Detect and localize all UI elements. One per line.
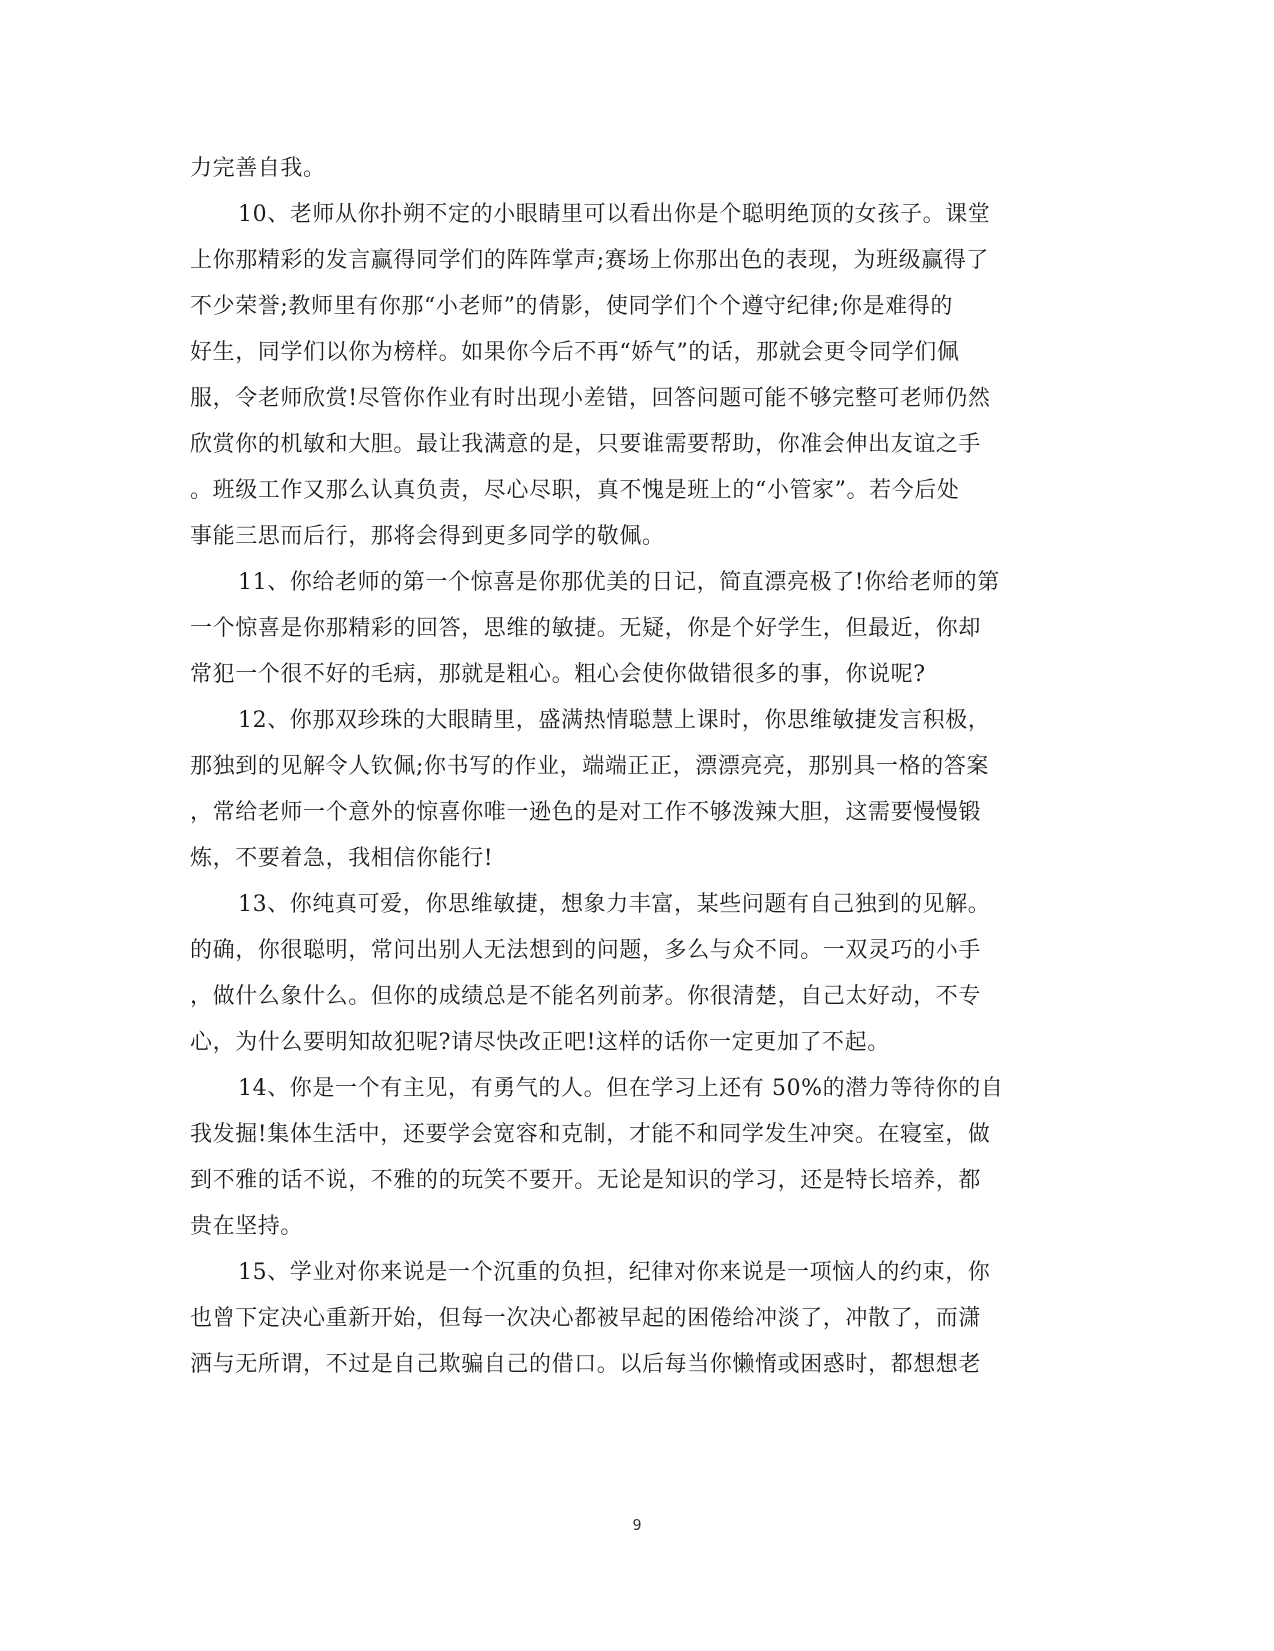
text-line: 到不雅的话不说，不雅的的玩笑不要开。无论是知识的学习，还是特长培养，都 xyxy=(190,1168,982,1193)
text-line: 也曾下定决心重新开始，但每一次决心都被早起的困倦给冲淡了，冲散了，而潇 xyxy=(190,1306,982,1331)
text-line: 好生，同学们以你为榜样。如果你今后不再“娇气”的话，那就会更令同学们佩 xyxy=(190,340,960,365)
text-line: 一个惊喜是你那精彩的回答，思维的敏捷。无疑，你是个好学生，但最近，你却 xyxy=(190,616,982,641)
text-line: 我发掘!集体生活中，还要学会宽容和克制，才能不和同学发生冲突。在寝室，做 xyxy=(190,1122,991,1147)
text-line: 炼，不要着急，我相信你能行! xyxy=(190,846,494,871)
text-line: 12、你那双珍珠的大眼睛里，盛满热情聪慧上课时，你思维敏捷发言积极， xyxy=(238,708,991,733)
page-number: 9 xyxy=(632,1516,642,1534)
text-line: 10、老师从你扑朔不定的小眼睛里可以看出你是个聪明绝顶的女孩子。课堂 xyxy=(238,202,991,227)
text-line: 上你那精彩的发言赢得同学们的阵阵掌声;赛场上你那出色的表现，为班级赢得了 xyxy=(190,248,990,273)
text-line: ，常给老师一个意外的惊喜你唯一逊色的是对工作不够泼辣大胆，这需要慢慢锻 xyxy=(190,800,982,825)
text-line: 14、你是一个有主见，有勇气的人。但在学习上还有 50%的潜力等待你的自 xyxy=(238,1076,1004,1101)
text-line: 事能三思而后行，那将会得到更多同学的敬佩。 xyxy=(190,524,665,549)
text-line: 15、学业对你来说是一个沉重的负担，纪律对你来说是一项恼人的约束，你 xyxy=(238,1260,991,1285)
text-line: 服，令老师欣赏!尽管你作业有时出现小差错，回答问题可能不够完整可老师仍然 xyxy=(190,386,991,411)
text-line: 的确，你很聪明，常问出别人无法想到的问题，多么与众不同。一双灵巧的小手 xyxy=(190,938,982,963)
text-line: 不少荣誉;教师里有你那“小老师”的倩影，使同学们个个遵守纪律;你是难得的 xyxy=(190,294,953,319)
text-line: 力完善自我。 xyxy=(190,156,326,181)
text-line: 常犯一个很不好的毛病，那就是粗心。粗心会使你做错很多的事，你说呢? xyxy=(190,662,926,687)
text-line: 那独到的见解令人钦佩;你书写的作业，端端正正，漂漂亮亮，那别具一格的答案 xyxy=(190,754,990,779)
text-line: 11、你给老师的第一个惊喜是你那优美的日记，简直漂亮极了!你给老师的第 xyxy=(238,570,1000,595)
text-line: 。班级工作又那么认真负责，尽心尽职，真不愧是班上的“小管家”。若今后处 xyxy=(190,478,960,503)
text-line: 13、你纯真可爱，你思维敏捷，想象力丰富，某些问题有自己独到的见解。 xyxy=(238,892,991,917)
text-line: ，做什么象什么。但你的成绩总是不能名列前茅。你很清楚，自己太好动，不专 xyxy=(190,984,982,1009)
text-line: 欣赏你的机敏和大胆。最让我满意的是，只要谁需要帮助，你准会伸出友谊之手 xyxy=(190,432,982,457)
text-line: 洒与无所谓，不过是自己欺骗自己的借口。以后每当你懒惰或困惑时，都想想老 xyxy=(190,1352,982,1377)
text-line: 心，为什么要明知故犯呢?请尽快改正吧!这样的话你一定更加了不起。 xyxy=(190,1030,890,1055)
text-line: 贵在坚持。 xyxy=(190,1214,304,1239)
